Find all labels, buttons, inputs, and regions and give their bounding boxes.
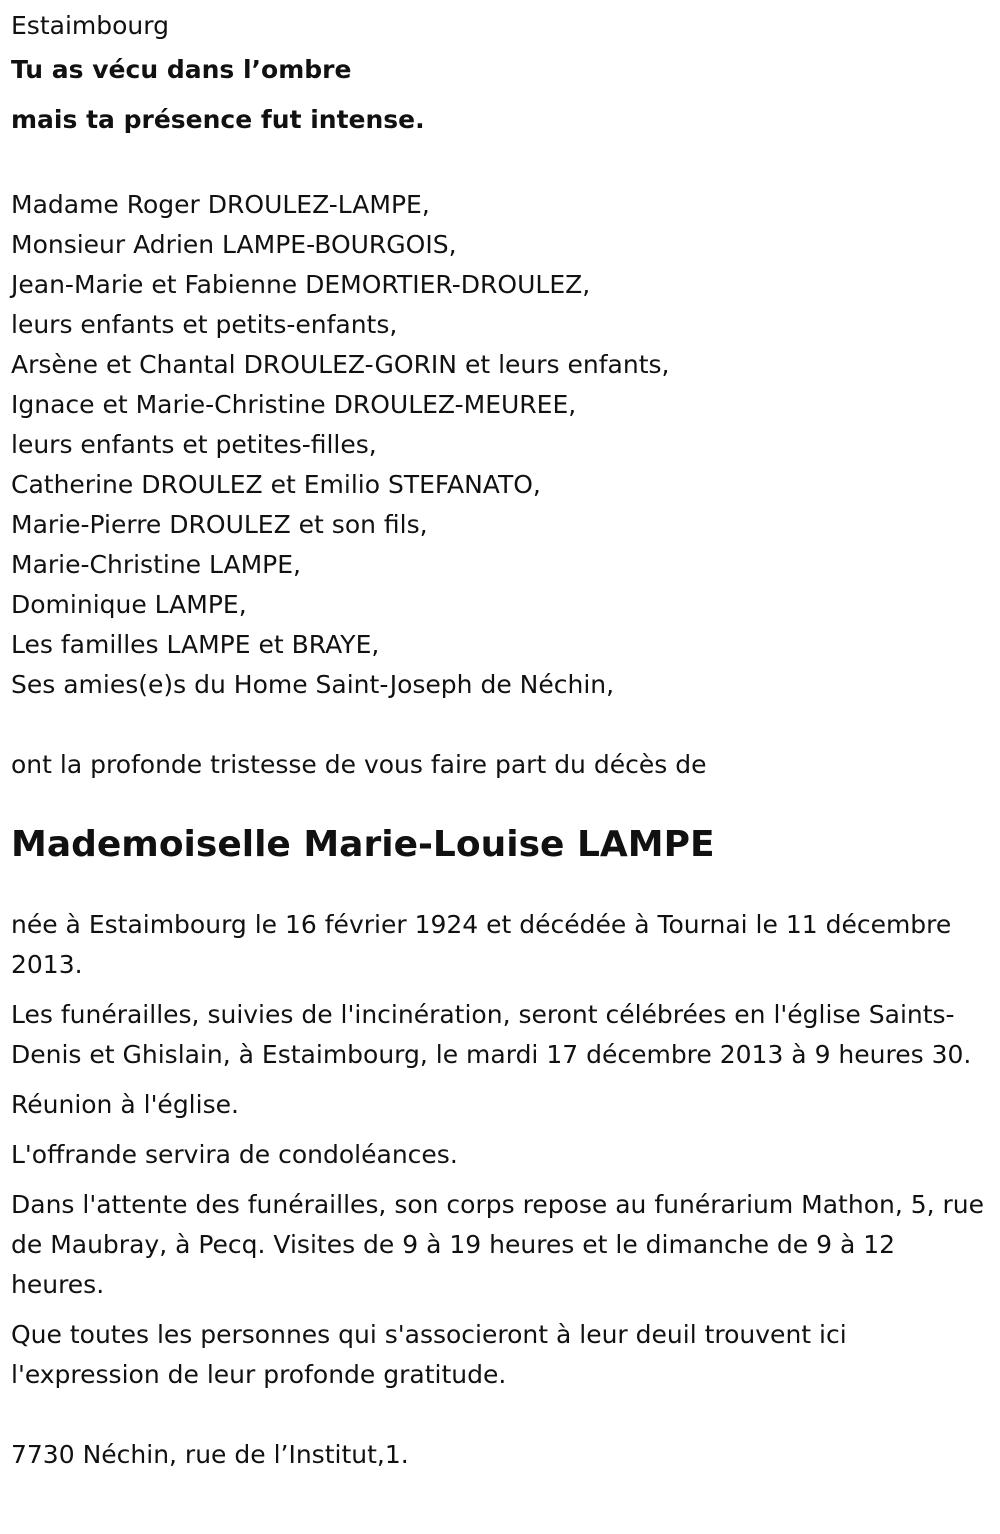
obituary-notice <box>11 0 991 1475</box>
family-line: Marie-Pierre DROULEZ et son fils, <box>11 510 428 539</box>
spacer <box>11 785 991 825</box>
family-line: leurs enfants et petites-filles, <box>11 430 377 459</box>
family-line: leurs enfants et petits-enfants, <box>11 310 398 339</box>
verse-line-2: mais ta présence fut intense. <box>11 105 425 134</box>
family-line: Les familles LAMPE et BRAYE, <box>11 630 380 659</box>
family-line: Ses amies(e)s du Home Saint-Joseph de Néchin, <box>11 670 615 699</box>
address-line: 7730 Néchin, rue de l’Institut,1. <box>11 1440 409 1469</box>
spacer <box>11 145 991 185</box>
birth-death-paragraph: née à Estaimbourg le 16 février 1924 et décédée à Tournai le 11 décembre 2013. <box>11 910 952 979</box>
spacer <box>11 1395 991 1435</box>
gratitude-paragraph: Que toutes les personnes qui s'associeront à leur deuil trouvent ici l'expression de leur profonde gratitude. <box>11 1320 847 1389</box>
deceased-name: Mademoiselle Marie-Louise LAMPE <box>11 824 715 865</box>
meeting-paragraph: Réunion à l'église. <box>11 1090 239 1119</box>
family-line: Dominique LAMPE, <box>11 590 247 619</box>
spacer <box>11 705 991 745</box>
offering-paragraph: L'offrande servira de condoléances. <box>11 1140 458 1169</box>
family-line: Monsieur Adrien LAMPE-BOURGOIS, <box>11 230 457 259</box>
family-line: Madame Roger DROULEZ-LAMPE, <box>11 190 430 219</box>
family-line: Arsène et Chantal DROULEZ-GORIN et leurs enfants, <box>11 350 670 379</box>
details-section <box>11 905 991 1395</box>
visitation-paragraph: Dans l'attente des funérailles, son corps repose au funérarium Mathon, 5, rue de Maubray, à Pecq. Visites de 9 à 19 heures et le dimanche de 9 à 12 heures. <box>11 1190 985 1299</box>
funeral-paragraph: Les funérailles, suivies de l'incinération, seront célébrées en l'église Saints-Denis et Ghislain, à Estaimbourg, le mardi 17 décembre 2013 à 9 heures 30. <box>11 1000 972 1069</box>
verse-line-1: Tu as vécu dans l’ombre <box>11 55 352 84</box>
family-line: Marie-Christine LAMPE, <box>11 550 301 579</box>
family-line: Catherine DROULEZ et Emilio STEFANATO, <box>11 470 541 499</box>
family-list <box>11 185 991 705</box>
place-heading: Estaimbourg <box>11 11 169 40</box>
announcement-text: ont la profonde tristesse de vous faire part du décès de <box>11 750 707 779</box>
family-line: Ignace et Marie-Christine DROULEZ-MEUREE, <box>11 390 577 419</box>
family-line: Jean-Marie et Fabienne DEMORTIER-DROULEZ, <box>11 270 591 299</box>
spacer <box>11 865 991 905</box>
